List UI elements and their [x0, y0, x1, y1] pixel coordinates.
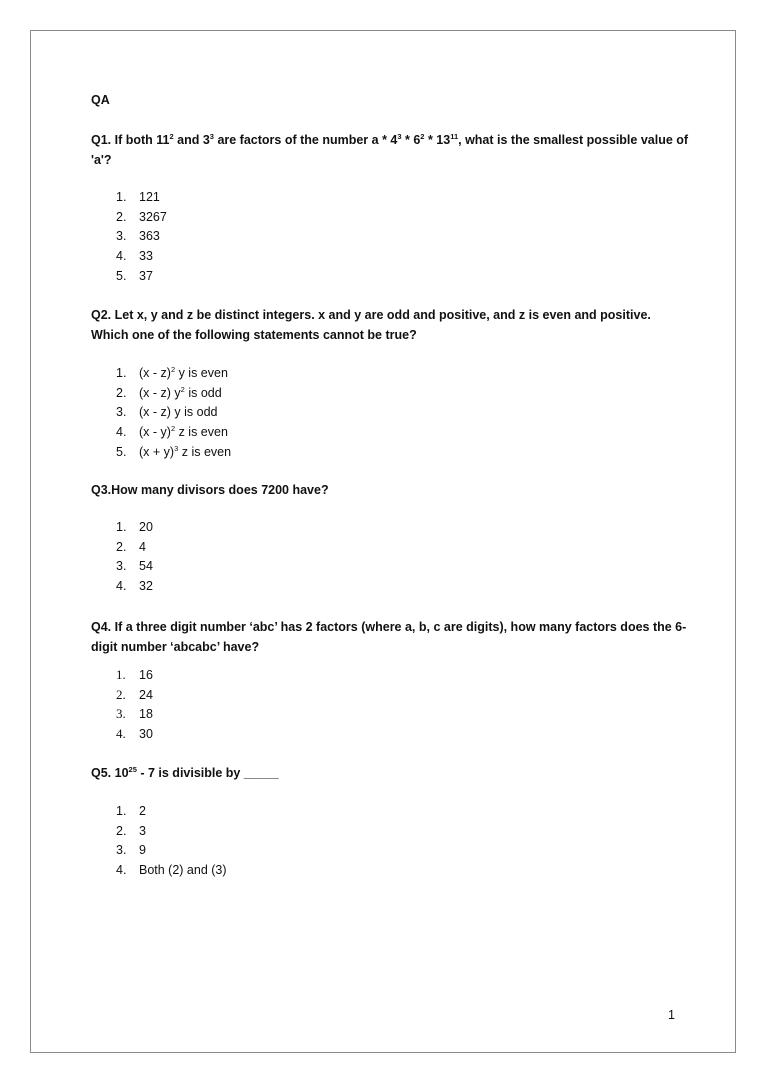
option: 3. 363 [116, 229, 160, 244]
option: 2. 3267 [116, 209, 167, 224]
option: 2. 4 [116, 539, 146, 554]
option: 5. 37 [116, 268, 153, 283]
page-number: 1 [668, 1008, 675, 1022]
option: 4. 32 [116, 579, 153, 594]
question-3-options [116, 518, 153, 597]
option: 3. 18 [116, 706, 153, 722]
question-1-text: Q1. If both $11^2$ and $3^3$ are factors of the number a * $4^3 * 6^2 * 13^{11}$, what is the smallest possible value of 'a'? [91, 132, 689, 167]
option: 1. (x - z)$^2$ y is even [116, 365, 228, 380]
question-2-options [116, 364, 231, 462]
option: 1. 16 [116, 667, 153, 682]
option: 4. (x - y)$^2$ z is even [116, 424, 228, 440]
option: 1. 121 [116, 190, 160, 204]
question-2-text: Q2. Let x, y and z be distinct integers. x and y are odd and positive, and z is even and positive. Which one of the following statements cannot be true? [91, 308, 651, 342]
document-heading: QA [91, 93, 110, 107]
question-4-text: Q4. If a three digit number ‘abc’ has 2 factors (where a, b, c are digits), how many factors does the 6-digit number ‘abcabc’ have? [91, 620, 687, 654]
option: 3. 54 [116, 559, 153, 574]
option: 1. 20 [116, 520, 153, 534]
question-4-options [116, 665, 153, 744]
option: 5. $(x + y)^3$ z is even [116, 443, 232, 459]
option: 3. 9 [116, 843, 146, 858]
question-3-text: Q3.How many divisors does 7200 have? [91, 483, 329, 497]
option: 2. 24 [116, 686, 153, 702]
option: 1. 2 [116, 804, 146, 818]
question-5-options [116, 802, 227, 881]
option: 4. 30 [116, 726, 153, 742]
option: 2. 3 [116, 823, 146, 838]
option: 2. (x - z) $y^2$ is odd [116, 384, 222, 400]
option: 3. (x - z) y is odd [116, 405, 218, 420]
option: 4. 33 [116, 249, 153, 264]
question-1-options [116, 188, 167, 286]
option: 4. Both (2) and (3) [116, 863, 227, 878]
question-5-text: Q5. $10^{25} - 7$ is divisible by _____ [91, 765, 279, 780]
